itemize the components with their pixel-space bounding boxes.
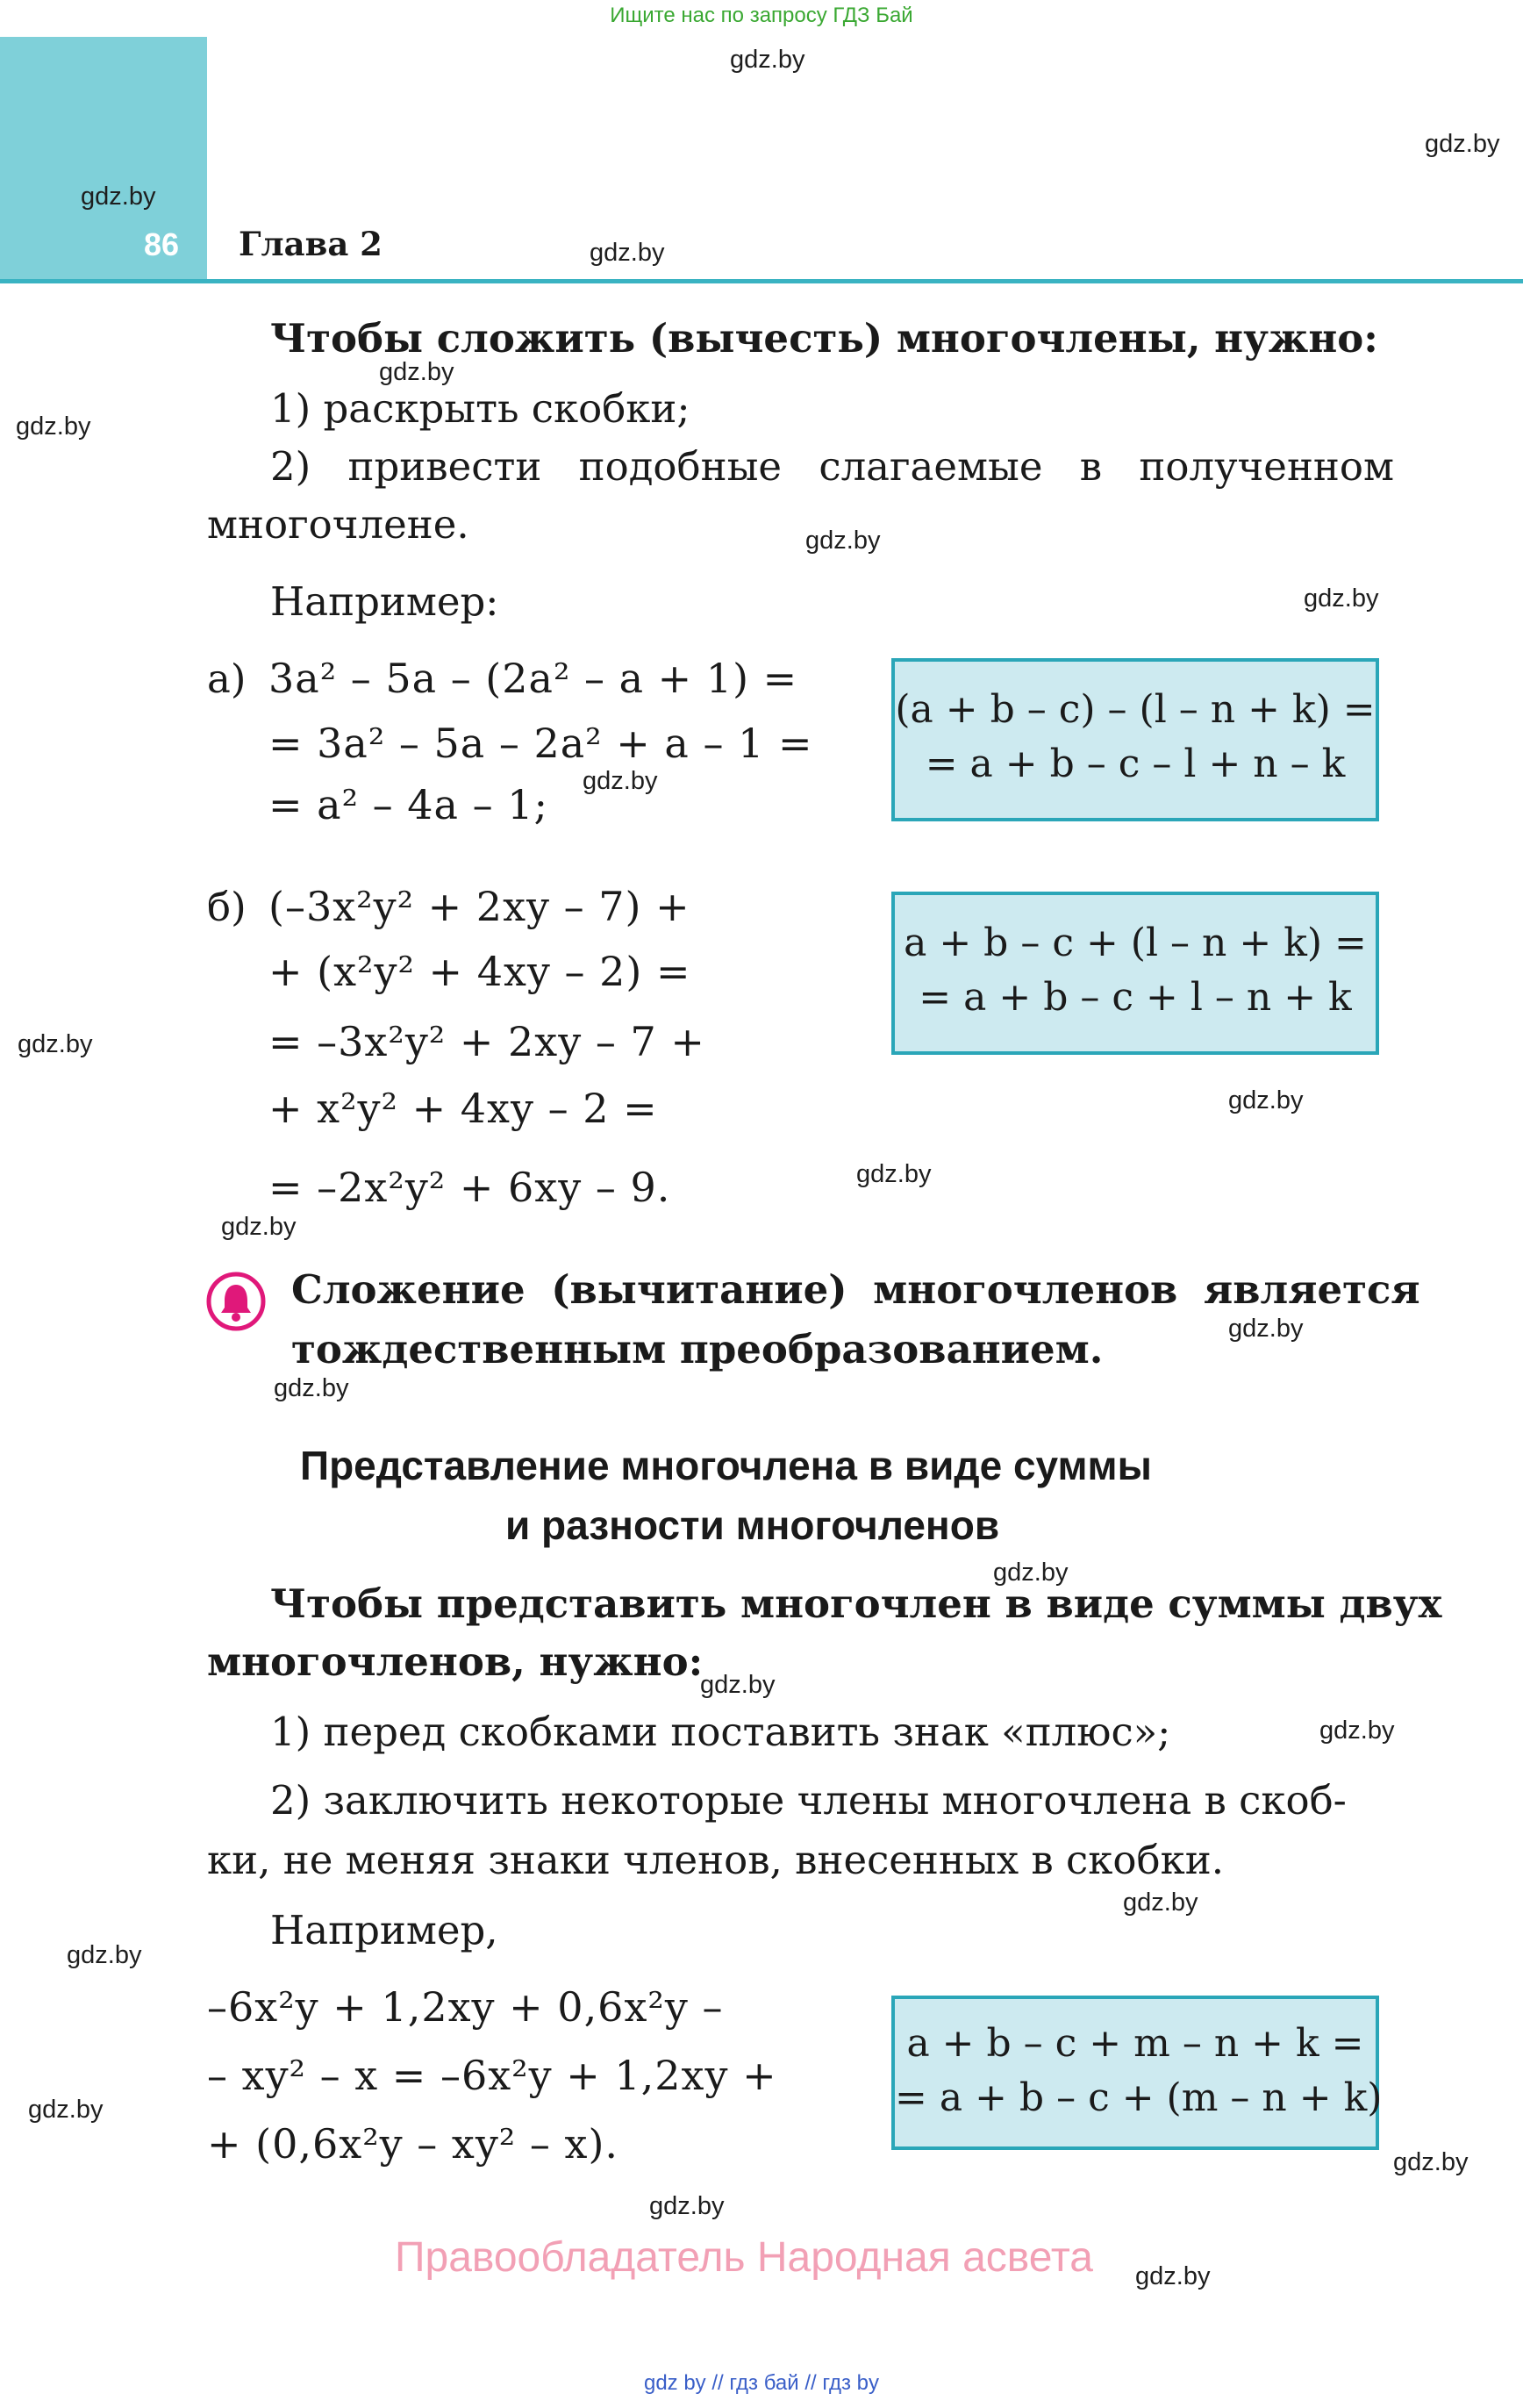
watermark: gdz.by: [1228, 1315, 1304, 1343]
rule1-step2: 2) привести подобные слагаемые в полученном: [270, 443, 1395, 490]
rule2-intro-cont: многочленов, нужно:: [207, 1638, 704, 1685]
watermark: gdz.by: [649, 2192, 725, 2220]
example2-label: Например,: [270, 1907, 498, 1953]
footer-links[interactable]: gdz by // гдз бай // гдз by: [643, 2371, 880, 2395]
watermark: gdz.by: [583, 767, 658, 795]
formula-line: a + b – c + m – n + k =: [906, 2021, 1364, 2066]
example-a-line: = 3a² – 5a – 2a² + a – 1 =: [268, 720, 813, 767]
watermark: gdz.by: [805, 527, 881, 555]
example-c-line: + (0,6x²y – xy² – x).: [207, 2120, 619, 2168]
example-label: Например:: [270, 578, 499, 625]
example-b-line: (–3x²y² + 2xy – 7) +: [268, 883, 690, 930]
watermark: gdz.by: [730, 46, 805, 74]
watermark: gdz.by: [81, 183, 156, 211]
rule2-step2: 2) заключить некоторые члены многочлена в скоб-: [270, 1777, 1347, 1824]
watermark: gdz.by: [16, 412, 91, 441]
watermark: gdz.by: [856, 1160, 932, 1188]
formula-line: a + b – c + (l – n + k) =: [904, 921, 1367, 965]
rule2-intro: Чтобы представить многочлен в виде суммы двух: [270, 1580, 1442, 1627]
rule1-step1: 1) раскрыть скобки;: [270, 385, 690, 432]
example-a-line: 3a² – 5a – (2a² – a + 1) =: [268, 655, 798, 702]
example-b-line: = –3x²y² + 2xy – 7 +: [268, 1018, 705, 1065]
watermark: gdz.by: [700, 1671, 776, 1699]
watermark: gdz.by: [274, 1374, 349, 1402]
rule2-step1: 1) перед скобками поставить знак «плюс»;: [270, 1709, 1171, 1755]
formula-line: = a + b – c – l + n – k: [925, 742, 1346, 786]
rule1-intro: Чтобы сложить (вычесть) многочлены, нужно:: [270, 315, 1378, 362]
watermark: gdz.by: [221, 1213, 297, 1241]
watermark: gdz.by: [1304, 584, 1379, 613]
rule1-step2-cont: многочлене.: [207, 501, 469, 548]
watermark: gdz.by: [590, 239, 665, 267]
watermark: gdz.by: [1135, 2262, 1211, 2290]
formula-box: [891, 892, 1379, 1055]
section-heading-line1: Представление многочлена в виде суммы: [300, 1443, 1152, 1488]
watermark: gdz.by: [1228, 1086, 1304, 1114]
formula-line: = a + b – c + l – n + k: [919, 975, 1352, 1020]
example-a-label: а): [207, 656, 247, 702]
example-b-line: = –2x²y² + 6xy – 9.: [268, 1164, 671, 1211]
note-line1: Сложение (вычитание) многочленов является: [291, 1266, 1420, 1313]
bell-icon: [205, 1271, 267, 1332]
chapter-title: Глава 2: [239, 225, 383, 263]
watermark: gdz.by: [18, 1030, 93, 1058]
header-rule: [0, 279, 1523, 283]
formula-line: (a + b – c) – (l – n + k) =: [895, 687, 1376, 732]
example-c-line: –6x²y + 1,2xy + 0,6x²y –: [207, 1983, 724, 2031]
watermark: gdz.by: [67, 1941, 142, 1969]
copyright-notice: Правообладатель Народная асвета: [395, 2234, 1093, 2281]
example-a-line: = a² – 4a – 1;: [268, 781, 548, 828]
section-heading-line2: и разности многочленов: [505, 1502, 1000, 1548]
formula-box: [891, 1996, 1383, 2150]
watermark: gdz.by: [28, 2096, 104, 2124]
rule2-step2-cont: ки, не меняя знаки членов, внесенных в скобки.: [207, 1837, 1224, 1883]
formula-box: [891, 658, 1379, 821]
watermark: gdz.by: [379, 358, 454, 386]
watermark: gdz.by: [1123, 1888, 1198, 1917]
example-c-line: – xy² – x = –6x²y + 1,2xy +: [207, 2052, 777, 2099]
example-b-line: + x²y² + 4xy – 2 =: [268, 1085, 658, 1132]
watermark: gdz.by: [993, 1559, 1069, 1587]
watermark: gdz.by: [1425, 130, 1500, 158]
page-number: 86: [144, 226, 180, 262]
formula-line: = a + b – c + (m – n + k): [895, 2075, 1383, 2120]
watermark: gdz.by: [1393, 2148, 1469, 2176]
top-banner: Ищите нас по запросу ГДЗ Бай: [610, 4, 913, 27]
note-line2: тождественным преобразованием.: [291, 1326, 1104, 1372]
example-b-label: б): [207, 884, 247, 930]
example-b-line: + (x²y² + 4xy – 2) =: [268, 948, 691, 995]
watermark: gdz.by: [1319, 1716, 1395, 1745]
